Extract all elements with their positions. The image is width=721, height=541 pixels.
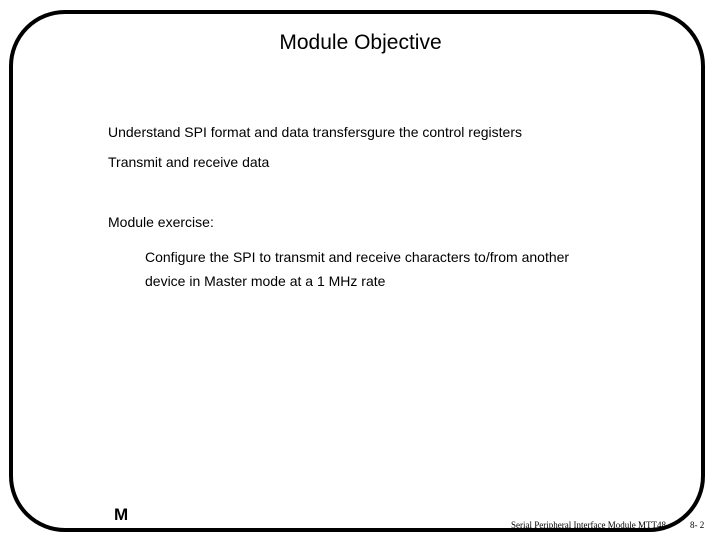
footer-module-name: Serial Peripheral Interface Module MTT48 [511, 520, 666, 530]
objective-line-2: Transmit and receive data [108, 154, 270, 170]
exercise-line-2: device in Master mode at a 1 MHz rate [145, 273, 386, 289]
slide-title: Module Objective [279, 31, 442, 54]
footer-page-number: 8- 2 [690, 520, 705, 530]
slide-frame [9, 10, 705, 532]
exercise-line-1: Configure the SPI to transmit and receive characters to/from another [145, 249, 570, 265]
objective-line-1: Understand SPI format and data transfersgure the control registers [108, 124, 522, 140]
exercise-heading: Module exercise: [108, 214, 214, 230]
logo-mark: M [114, 505, 129, 524]
